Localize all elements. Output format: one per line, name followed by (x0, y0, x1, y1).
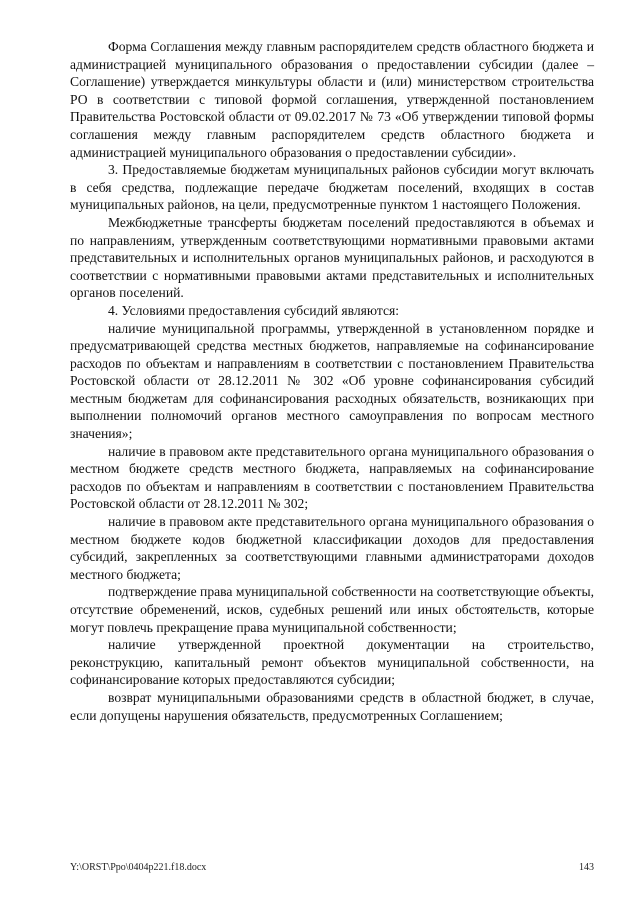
page-number: 143 (579, 862, 594, 873)
condition-budget-codes: наличие в правовом акте представительного органа муниципального образования о местном бюджете кодов бюджетной классификации доходов для предоставления субсидий, закрепленных за соответствующими главными администраторами доходов местного бюджета; (70, 514, 594, 582)
paragraph-transfers: Межбюджетные трансферты бюджетам поселений предоставляются в объемах и по направлениям, утвержденным соответствующими нормативными правовыми актами представительных и исполнительных органов муниципальных районов, и расходуются в соответствии с нормативными правовыми актами представительных и исполнительных органов поселений. (70, 214, 594, 301)
paragraph-item-4: 4. Условиями предоставления субсидий являются: (108, 302, 400, 318)
condition-municipal-program: наличие муниципальной программы, утвержденной в установленном порядке и предусматривающей средства местных бюджетов, направляемые на софинансирование расходов по объектам и направлениям в соответствии с постановлением Правительства Ростовской области от 28.12.2011 № 302 «Об уровне софинансирования субсидий местным бюджетам для софинансирования расходных обязательств, возникающих при выполнении полномочий органов местного самоуправления по вопросам местного значения»; (70, 320, 594, 442)
condition-local-budget-funds: наличие в правовом акте представительного органа муниципального образования о местном бюджете средств местного бюджета, направляемых на софинансирование расходов по объектам и направлениям в соответствии с постановлением Правительства Ростовской области от 28.12.2011 № 302; (70, 443, 594, 512)
footer-file-path: Y:\ORST\Ppo\0404p221.f18.docx (70, 862, 207, 873)
document-body (70, 38, 594, 724)
condition-project-documentation: наличие утвержденной проектной документации на строительство, реконструкцию, капитальный ремонт объектов муниципальной собственности, на софинансирование которых предоставляются субсидии; (70, 637, 594, 688)
condition-property-rights: подтверждение права муниципальной собственности на соответствующие объекты, отсутствие обременений, исков, судебных решений или иных обстоятельств, которые могут повлечь прекращение права муниципальной собственности; (70, 584, 594, 635)
paragraph-item-3: 3. Предоставляемые бюджетам муниципальных районов субсидии могут включать в себя средства, подлежащие передаче бюджетам поселений, входящих в состав муниципальных районов, на цели, предусмотренные пунктом 1 настоящего Положения. (70, 162, 594, 213)
condition-funds-return: возврат муниципальными образованиями средств в областной бюджет, в случае, если допущены нарушения обязательств, предусмотренных Соглашением; (70, 689, 594, 723)
paragraph-agreement-form: Форма Соглашения между главным распорядителем средств областного бюджета и администрацией муниципального образования о предоставлении субсидии (далее – Соглашение) утверждается минкультуры области и (или) министерством строительства РО в соответствии с типовой формой соглашения, утвержденной постановлением Правительства Ростовской области от 09.02.2017 № 73 «Об утверждении типовой формы соглашения между главным распорядителем средств областного бюджета и администрацией муниципального образования о предоставлении субсидии». (70, 39, 594, 160)
